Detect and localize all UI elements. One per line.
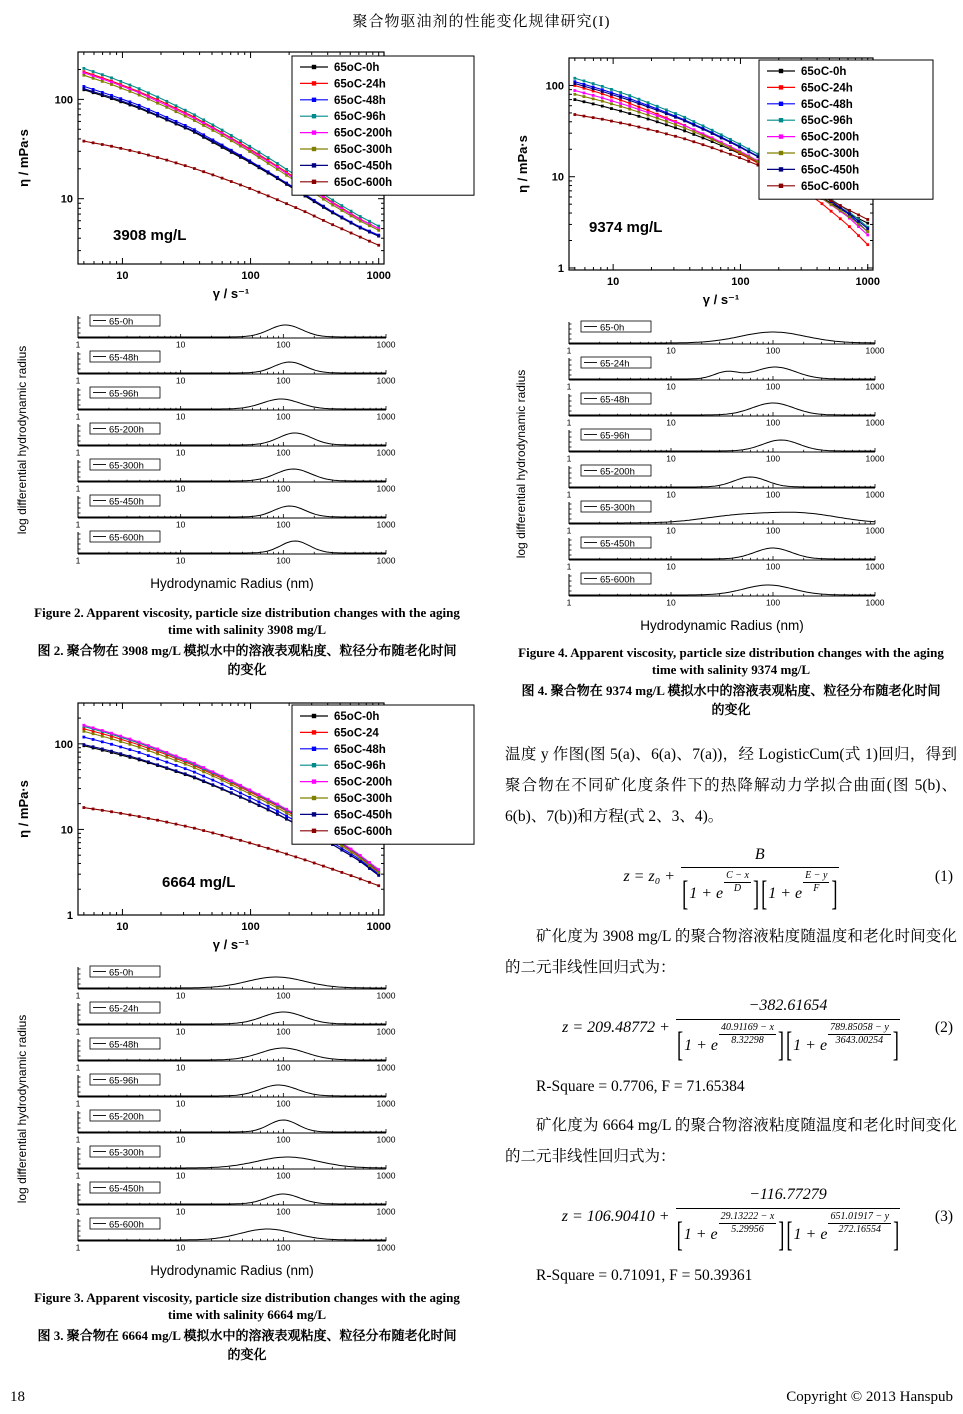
svg-text:1000: 1000	[376, 1134, 396, 1145]
svg-text:100: 100	[765, 345, 781, 356]
svg-text:10: 10	[666, 561, 676, 572]
svg-text:100: 100	[54, 738, 73, 751]
svg-text:65-450h: 65-450h	[109, 496, 144, 508]
svg-text:10: 10	[666, 489, 676, 500]
svg-text:1000: 1000	[865, 489, 885, 500]
svg-text:100: 100	[765, 453, 781, 464]
svg-text:10: 10	[666, 417, 676, 428]
copyright-text: Copyright © 2013 Hanspub	[786, 1389, 953, 1405]
svg-text:10: 10	[175, 339, 186, 350]
fig4-caption-zh: 图 4. 聚合物在 9374 mg/L 模拟水中的溶液表观粘度、粒径分布随老化时间的变化	[521, 683, 941, 717]
eq3-number: (3)	[934, 1207, 953, 1225]
svg-text:1: 1	[566, 417, 572, 428]
eq3-base1: 1 + e	[683, 1225, 718, 1243]
svg-text:10: 10	[175, 1242, 186, 1253]
svg-text:10: 10	[666, 525, 676, 536]
eq2-body	[562, 997, 900, 1065]
svg-text:1: 1	[75, 1026, 81, 1037]
fig3-caption-en: Figure 3. Apparent viscosity, particle size distribution changes with the aging time with salinity 6664 mg/L	[34, 1290, 460, 1322]
svg-text:1000: 1000	[865, 345, 885, 356]
eq2-base2: 1 + e	[793, 1036, 828, 1054]
eq2-denominator	[676, 1020, 900, 1065]
svg-text:65-200h: 65-200h	[109, 1111, 144, 1123]
svg-text:1000: 1000	[376, 1242, 396, 1253]
svg-text:1: 1	[75, 1242, 81, 1253]
svg-text:10: 10	[175, 519, 186, 530]
svg-text:65oC-0h: 65oC-0h	[334, 62, 380, 74]
eq2-base1: 1 + e	[684, 1036, 718, 1054]
fig2-distribution-chart	[12, 310, 482, 596]
svg-text:10: 10	[116, 921, 129, 933]
svg-text:γ / s⁻¹: γ / s⁻¹	[702, 292, 740, 307]
figure4-block	[505, 46, 957, 731]
right-bracket: ]	[892, 1026, 899, 1065]
svg-text:1: 1	[566, 345, 572, 356]
svg-text:Hydrodynamic Radius (nm): Hydrodynamic Radius (nm)	[640, 618, 804, 633]
fig4-caption-en: Figure 4. Apparent viscosity, particle size distribution changes with the aging time with salinity 9374 mg/L	[518, 645, 944, 677]
svg-text:10: 10	[175, 1026, 186, 1037]
svg-text:1: 1	[66, 910, 73, 922]
equation-2	[505, 997, 957, 1065]
svg-text:100: 100	[276, 1206, 291, 1217]
right-bracket: ]	[777, 1026, 785, 1065]
eq1-lhs: z = z₀ +	[623, 867, 676, 885]
svg-text:1000: 1000	[376, 1206, 396, 1217]
svg-text:10: 10	[175, 990, 186, 1001]
svg-text:65-300h: 65-300h	[600, 502, 635, 514]
eq3-base2: 1 + e	[793, 1225, 828, 1243]
svg-text:9374 mg/L: 9374 mg/L	[589, 219, 663, 236]
page-number: 18	[10, 1389, 25, 1405]
svg-text:100: 100	[276, 990, 291, 1001]
svg-text:10: 10	[666, 597, 676, 608]
eq1-denominator	[681, 868, 838, 913]
eq1-number: (1)	[934, 867, 953, 885]
svg-text:1000: 1000	[865, 381, 885, 392]
svg-text:1: 1	[75, 1170, 81, 1181]
right-bracket: ]	[752, 874, 760, 913]
svg-text:1: 1	[75, 990, 81, 1001]
eq3-fraction	[676, 1186, 901, 1254]
svg-text:65-24h: 65-24h	[109, 1003, 139, 1015]
eq1-fraction	[681, 846, 838, 913]
svg-text:1: 1	[566, 525, 572, 536]
svg-text:65-200h: 65-200h	[109, 424, 144, 436]
svg-text:100: 100	[276, 447, 291, 458]
svg-text:100: 100	[765, 489, 781, 500]
svg-text:1000: 1000	[376, 990, 396, 1001]
svg-text:65oC-96h: 65oC-96h	[334, 111, 386, 124]
svg-text:10: 10	[175, 1134, 186, 1145]
svg-text:1000: 1000	[376, 555, 396, 566]
svg-text:65oC-200h: 65oC-200h	[334, 127, 393, 140]
svg-text:65oC-450h: 65oC-450h	[334, 809, 393, 822]
fig3-viscosity-chart	[12, 691, 482, 961]
svg-text:100: 100	[276, 1026, 291, 1037]
svg-text:10: 10	[607, 276, 620, 288]
svg-text:10: 10	[666, 345, 676, 356]
svg-text:10: 10	[175, 555, 186, 566]
right-bracket: ]	[831, 874, 838, 913]
svg-text:100: 100	[276, 1170, 291, 1181]
svg-text:1: 1	[75, 1134, 81, 1145]
svg-text:1000: 1000	[865, 597, 885, 608]
eq3-denominator	[676, 1209, 901, 1254]
svg-text:Hydrodynamic Radius (nm): Hydrodynamic Radius (nm)	[150, 1263, 314, 1278]
eq1-base1: 1 + e	[689, 885, 724, 903]
svg-text:65-600h: 65-600h	[109, 1219, 144, 1231]
eq2-exponent-2: $\frac{789.85058 - y}{3643.00254}$	[830, 1021, 889, 1046]
svg-text:65oC-24h: 65oC-24h	[334, 78, 386, 91]
svg-text:65oC-200h: 65oC-200h	[334, 776, 393, 789]
svg-text:10: 10	[175, 1170, 186, 1181]
fig3-caption	[27, 1289, 467, 1364]
svg-text:log differential hydrodynamic: log differential hydrodynamic radius	[15, 1014, 29, 1204]
svg-text:10: 10	[175, 1098, 186, 1109]
svg-text:100: 100	[276, 375, 291, 386]
svg-text:10: 10	[60, 193, 73, 206]
svg-text:100: 100	[276, 1242, 291, 1253]
svg-text:100: 100	[276, 339, 291, 350]
svg-text:10: 10	[175, 411, 186, 422]
figure3-block	[6, 691, 488, 1376]
eq2-numerator: −382.61654	[676, 997, 900, 1019]
svg-text:1000: 1000	[376, 1098, 396, 1109]
svg-text:1: 1	[75, 519, 81, 530]
svg-text:1: 1	[75, 483, 81, 494]
svg-text:65oC-48h: 65oC-48h	[334, 94, 386, 107]
svg-text:65oC-450h: 65oC-450h	[334, 160, 393, 173]
svg-text:10: 10	[175, 1206, 186, 1217]
svg-text:65-600h: 65-600h	[109, 532, 144, 544]
svg-text:10: 10	[60, 824, 73, 837]
svg-text:1000: 1000	[865, 453, 885, 464]
svg-text:1: 1	[75, 1098, 81, 1109]
svg-text:1000: 1000	[376, 1170, 396, 1181]
svg-text:65oC-24: 65oC-24	[334, 727, 379, 740]
right-bracket: ]	[778, 1215, 785, 1254]
svg-text:65oC-600h: 65oC-600h	[334, 176, 393, 189]
left-bracket: [	[676, 1026, 684, 1065]
eq1-exponent-2: $\frac{E - y}{F}$	[805, 870, 828, 895]
svg-text:100: 100	[276, 555, 291, 566]
svg-text:1: 1	[75, 1062, 81, 1073]
svg-text:γ / s⁻¹: γ / s⁻¹	[212, 286, 250, 301]
svg-text:1: 1	[566, 453, 572, 464]
svg-text:100: 100	[731, 276, 750, 288]
svg-text:1: 1	[566, 561, 572, 572]
right-bracket: ]	[893, 1215, 900, 1254]
svg-text:10: 10	[175, 483, 186, 494]
svg-text:65-450h: 65-450h	[600, 538, 635, 550]
eq2-lhs: z = 209.48772 +	[562, 1018, 670, 1036]
svg-text:10: 10	[551, 171, 564, 184]
eq3-exponent-1: $\frac{29.13222 - x}{5.29956}$	[720, 1210, 775, 1235]
svg-text:1000: 1000	[865, 525, 885, 536]
svg-text:η / mPa·s: η / mPa·s	[16, 129, 31, 187]
svg-text:1000: 1000	[376, 1062, 396, 1073]
svg-text:100: 100	[545, 80, 564, 93]
svg-text:1000: 1000	[865, 417, 885, 428]
svg-text:65oC-96h: 65oC-96h	[334, 760, 386, 773]
fig4-viscosity-chart	[511, 46, 951, 316]
svg-text:65oC-300h: 65oC-300h	[334, 144, 393, 156]
svg-text:100: 100	[765, 525, 781, 536]
svg-text:65oC-600h: 65oC-600h	[334, 825, 393, 838]
eq2-exponent-1: $\frac{40.91169 - x}{8.32298}$	[720, 1021, 774, 1046]
equation-3	[505, 1186, 957, 1254]
svg-text:65-300h: 65-300h	[109, 460, 144, 472]
eq2-fraction	[676, 997, 900, 1065]
svg-text:10: 10	[116, 270, 129, 282]
left-bracket: [	[682, 874, 689, 913]
svg-text:100: 100	[765, 381, 781, 392]
svg-text:1: 1	[75, 411, 81, 422]
svg-text:1: 1	[75, 339, 81, 350]
eq2-number: (2)	[934, 1018, 953, 1036]
fig4-distribution-chart	[511, 316, 951, 636]
left-bracket: [	[786, 1026, 793, 1065]
svg-text:1000: 1000	[366, 270, 391, 282]
svg-text:6664 mg/L: 6664 mg/L	[162, 874, 236, 891]
svg-text:65-48h: 65-48h	[109, 352, 139, 364]
svg-text:100: 100	[241, 921, 260, 933]
eq1-base2: 1 + e	[768, 885, 803, 903]
svg-text:65oC-48h: 65oC-48h	[801, 98, 853, 111]
r-square-3: R-Square = 0.71091, F = 50.39361	[536, 1267, 753, 1285]
svg-text:1: 1	[566, 381, 572, 392]
svg-text:100: 100	[276, 1062, 291, 1073]
svg-text:1000: 1000	[376, 375, 396, 386]
svg-text:Hydrodynamic Radius (nm): Hydrodynamic Radius (nm)	[150, 576, 314, 591]
paragraph-3: 矿化度为 6664 mg/L 的聚合物溶液粘度随温度和老化时间变化的二元非线性回归式为：	[505, 1117, 957, 1166]
svg-text:65oC-0h: 65oC-0h	[801, 66, 847, 78]
svg-text:65oC-24h: 65oC-24h	[801, 82, 853, 95]
left-column	[6, 40, 488, 1376]
svg-text:10: 10	[666, 381, 676, 392]
svg-text:100: 100	[765, 597, 781, 608]
svg-text:65oC-450h: 65oC-450h	[801, 164, 860, 177]
svg-text:1: 1	[75, 555, 81, 566]
svg-text:1: 1	[75, 447, 81, 458]
svg-text:100: 100	[765, 417, 781, 428]
eq1-exponent-1: $\frac{C - x}{D}$	[726, 870, 749, 895]
svg-text:65-48h: 65-48h	[600, 394, 630, 406]
fig2-viscosity-chart	[12, 40, 482, 310]
svg-text:1000: 1000	[376, 1026, 396, 1037]
svg-text:log differential hydrodynamic: log differential hydrodynamic radius	[15, 345, 29, 535]
svg-text:65oC-600h: 65oC-600h	[801, 180, 860, 193]
svg-text:65oC-300h: 65oC-300h	[801, 148, 860, 160]
svg-text:65oC-300h: 65oC-300h	[334, 793, 393, 805]
paragraph-1: 温度 y 作图(图 5(a)、6(a)、7(a))，经 LogisticCum(式 1)回归，得到聚合物在不同矿化度条件下的热降解动力学拟合曲面(图 5(b)、6(b)、7(b))和方程(式 2、3、4)。	[505, 746, 957, 825]
svg-text:10: 10	[175, 447, 186, 458]
eq1-numerator: B	[681, 846, 838, 868]
svg-text:65-450h: 65-450h	[109, 1183, 144, 1195]
paragraph-2: 矿化度为 3908 mg/L 的聚合物溶液粘度随温度和老化时间变化的二元非线性回归式为：	[505, 928, 957, 977]
fig2-caption	[27, 604, 467, 679]
fig3-caption-zh: 图 3. 聚合物在 6664 mg/L 模拟水中的溶液表观粘度、粒径分布随老化时间的变化	[37, 1328, 457, 1362]
svg-text:65-48h: 65-48h	[109, 1039, 139, 1051]
fig2-caption-zh: 图 2. 聚合物在 3908 mg/L 模拟水中的溶液表观粘度、粒径分布随老化时间的变化	[37, 643, 457, 677]
svg-text:65-96h: 65-96h	[109, 1075, 139, 1087]
svg-text:1: 1	[566, 489, 572, 500]
svg-text:65-600h: 65-600h	[600, 574, 635, 586]
svg-text:1000: 1000	[366, 921, 391, 933]
page-header-title: 聚合物驱油剂的性能变化规律研究(I)	[352, 14, 611, 30]
svg-text:10: 10	[175, 375, 186, 386]
svg-text:3908 mg/L: 3908 mg/L	[113, 227, 187, 244]
svg-text:100: 100	[241, 270, 260, 282]
svg-text:1: 1	[75, 1206, 81, 1217]
svg-text:65oC-200h: 65oC-200h	[801, 131, 860, 144]
svg-text:1000: 1000	[855, 276, 880, 288]
svg-text:65oC-48h: 65oC-48h	[334, 743, 386, 756]
svg-text:1000: 1000	[376, 339, 396, 350]
svg-text:65-96h: 65-96h	[109, 388, 139, 400]
svg-text:65-96h: 65-96h	[600, 430, 630, 442]
eq3-exponent-2: $\frac{651.01917 - y}{272.16554}$	[830, 1210, 890, 1235]
svg-text:1: 1	[75, 375, 81, 386]
figure2-block	[6, 40, 488, 691]
svg-text:100: 100	[276, 483, 291, 494]
svg-text:1000: 1000	[376, 411, 396, 422]
svg-text:65oC-0h: 65oC-0h	[334, 711, 380, 723]
svg-text:65oC-96h: 65oC-96h	[801, 115, 853, 128]
svg-text:1: 1	[557, 262, 564, 275]
equation-1	[505, 846, 957, 913]
svg-text:1: 1	[566, 597, 572, 608]
svg-text:100: 100	[276, 1098, 291, 1109]
svg-text:65-200h: 65-200h	[600, 466, 635, 478]
eq3-lhs: z = 106.90410 +	[561, 1207, 670, 1225]
svg-text:100: 100	[276, 1134, 291, 1145]
left-bracket: [	[761, 874, 768, 913]
left-bracket: [	[786, 1215, 793, 1254]
svg-text:1000: 1000	[865, 561, 885, 572]
eq3-body	[561, 1186, 901, 1254]
fig2-caption-en: Figure 2. Apparent viscosity, particle size distribution changes with the aging time with salinity 3908 mg/L	[34, 605, 460, 637]
svg-text:100: 100	[54, 94, 73, 107]
svg-text:10: 10	[666, 453, 676, 464]
eq3-numerator: −116.77279	[676, 1186, 901, 1208]
left-bracket: [	[676, 1215, 683, 1254]
fig3-distribution-chart	[12, 961, 482, 1281]
svg-text:log differential hydrodynamic: log differential hydrodynamic radius	[514, 369, 528, 559]
page-footer	[0, 1389, 963, 1406]
svg-text:10: 10	[175, 1062, 186, 1073]
right-column	[505, 46, 957, 1297]
eq1-body	[623, 846, 838, 913]
svg-text:100: 100	[276, 411, 291, 422]
svg-text:65-0h: 65-0h	[109, 316, 134, 328]
r-square-2: R-Square = 0.7706, F = 71.65384	[536, 1078, 745, 1096]
svg-text:η / mPa·s: η / mPa·s	[16, 780, 31, 838]
svg-text:1000: 1000	[376, 447, 396, 458]
svg-text:65-0h: 65-0h	[109, 967, 134, 979]
svg-text:1000: 1000	[376, 483, 396, 494]
svg-text:η / mPa·s: η / mPa·s	[515, 135, 530, 193]
svg-text:65-0h: 65-0h	[600, 322, 625, 334]
svg-text:1000: 1000	[376, 519, 396, 530]
svg-text:100: 100	[765, 561, 781, 572]
svg-text:100: 100	[276, 519, 291, 530]
svg-text:65-24h: 65-24h	[600, 358, 630, 370]
svg-text:γ / s⁻¹: γ / s⁻¹	[212, 937, 250, 952]
fig4-caption	[511, 644, 951, 719]
svg-text:65-300h: 65-300h	[109, 1147, 144, 1159]
